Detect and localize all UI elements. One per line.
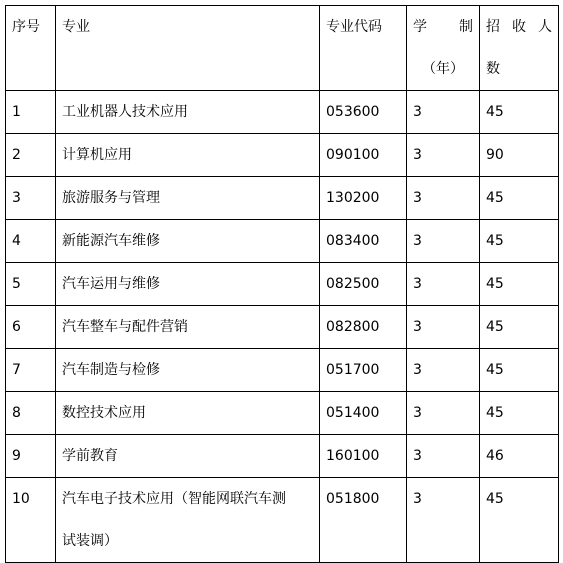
cell-years: 3 (407, 478, 480, 563)
cell-years: 3 (407, 177, 480, 220)
cell-code: 053600 (320, 91, 407, 134)
header-code: 专业代码 (320, 6, 407, 91)
cell-code: 083400 (320, 220, 407, 263)
header-major: 专业 (56, 6, 320, 91)
cell-code: 051700 (320, 349, 407, 392)
cell-seq: 5 (6, 263, 56, 306)
table-row (6, 306, 559, 349)
cell-code: 090100 (320, 134, 407, 177)
table-row (6, 220, 559, 263)
cell-count: 45 (480, 91, 559, 134)
cell-code: 160100 (320, 435, 407, 478)
cell-years: 3 (407, 220, 480, 263)
cell-major: 新能源汽车维修 (56, 220, 320, 263)
cell-seq: 2 (6, 134, 56, 177)
cell-major: 工业机器人技术应用 (56, 91, 320, 134)
cell-code: 051800 (320, 478, 407, 563)
cell-count: 90 (480, 134, 559, 177)
cell-major (56, 478, 320, 563)
table-row (6, 435, 559, 478)
cell-years: 3 (407, 134, 480, 177)
header-enrollment (480, 6, 559, 91)
header-duration (407, 6, 480, 91)
table-row (6, 263, 559, 306)
cell-major: 计算机应用 (56, 134, 320, 177)
cell-seq: 10 (6, 478, 56, 563)
cell-code: 082500 (320, 263, 407, 306)
header-enrollment-line1: 招 收 人 (486, 19, 552, 35)
header-seq: 序号 (6, 6, 56, 91)
table-row (6, 349, 559, 392)
cell-count: 45 (480, 220, 559, 263)
table-row (6, 478, 559, 563)
cell-seq: 4 (6, 220, 56, 263)
cell-count: 46 (480, 435, 559, 478)
cell-seq: 1 (6, 91, 56, 134)
table-row (6, 177, 559, 220)
enrollment-table (5, 5, 559, 563)
header-duration-line1: 学 制 (413, 19, 473, 35)
cell-major: 学前教育 (56, 435, 320, 478)
cell-major: 汽车整车与配件营销 (56, 306, 320, 349)
cell-code: 082800 (320, 306, 407, 349)
header-enrollment-line2: 数 (486, 61, 500, 77)
cell-major-line2: 试装调） (62, 533, 118, 549)
cell-count: 45 (480, 263, 559, 306)
cell-seq: 9 (6, 435, 56, 478)
cell-count: 45 (480, 349, 559, 392)
cell-major: 数控技术应用 (56, 392, 320, 435)
cell-seq: 7 (6, 349, 56, 392)
cell-seq: 8 (6, 392, 56, 435)
cell-years: 3 (407, 435, 480, 478)
cell-major: 汽车运用与维修 (56, 263, 320, 306)
cell-count: 45 (480, 177, 559, 220)
cell-count: 45 (480, 306, 559, 349)
cell-years: 3 (407, 392, 480, 435)
table-row (6, 392, 559, 435)
cell-major: 旅游服务与管理 (56, 177, 320, 220)
cell-code: 130200 (320, 177, 407, 220)
cell-years: 3 (407, 263, 480, 306)
header-duration-line2: （年） (422, 61, 464, 77)
table-row (6, 134, 559, 177)
table-header-row (6, 6, 559, 91)
cell-years: 3 (407, 349, 480, 392)
cell-code: 051400 (320, 392, 407, 435)
cell-major: 汽车制造与检修 (56, 349, 320, 392)
cell-major-line1: 汽车电子技术应用（智能网联汽车测 (62, 491, 286, 507)
cell-seq: 3 (6, 177, 56, 220)
cell-count: 45 (480, 392, 559, 435)
cell-years: 3 (407, 91, 480, 134)
cell-seq: 6 (6, 306, 56, 349)
table-row (6, 91, 559, 134)
cell-count: 45 (480, 478, 559, 563)
cell-years: 3 (407, 306, 480, 349)
